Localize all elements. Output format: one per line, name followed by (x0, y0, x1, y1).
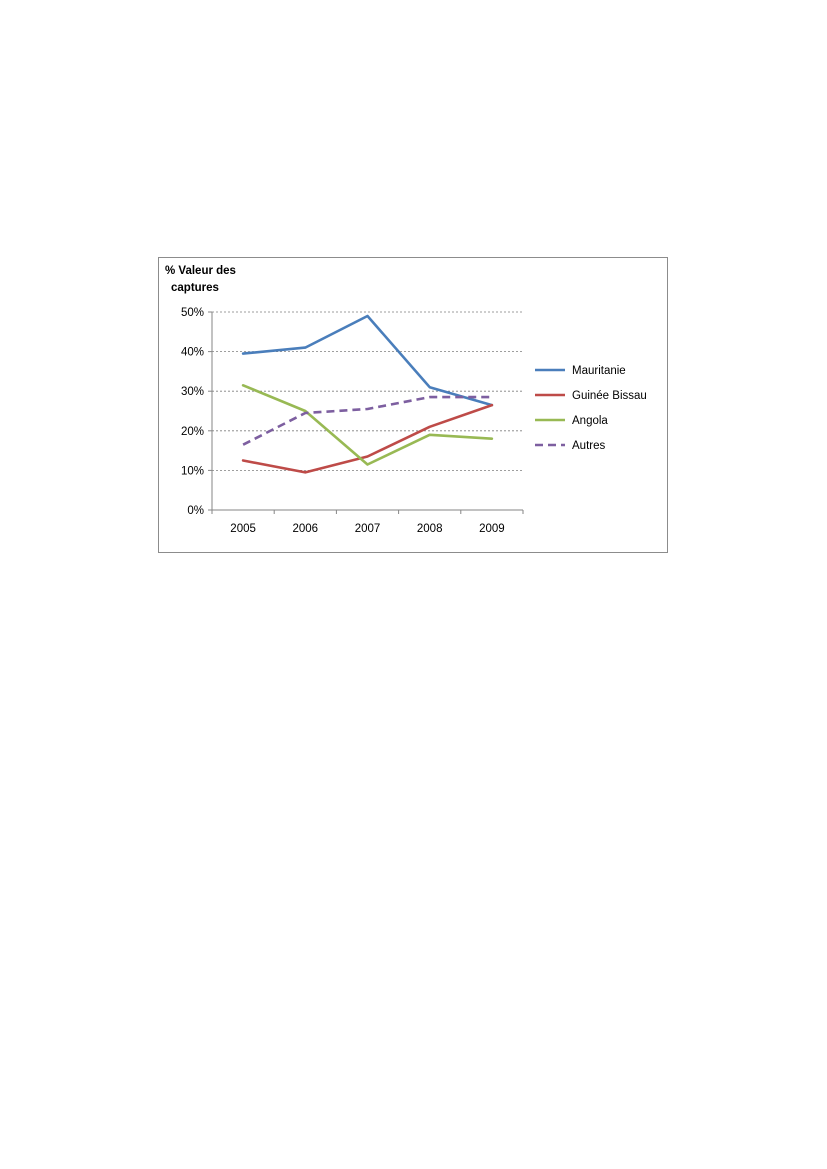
y-tick-label: 40% (180, 346, 204, 359)
y-tick-label: 30% (180, 386, 204, 399)
y-tick-label: 20% (180, 425, 204, 438)
y-tick-label: 0% (187, 505, 204, 517)
legend-label: Angola (572, 415, 608, 427)
tick-labels (181, 307, 505, 535)
x-tick-label: 2009 (479, 523, 505, 535)
series-line-guin-e-bissau (243, 405, 492, 472)
legend-label: Mauritanie (572, 365, 626, 377)
series-line-mauritanie (243, 316, 492, 405)
x-tick-label: 2005 (230, 523, 256, 535)
axes (208, 312, 523, 514)
y-tick-label: 10% (180, 465, 204, 478)
legend-label: Autres (572, 440, 606, 452)
series-lines (243, 316, 492, 472)
legend (535, 365, 647, 452)
line-chart (159, 258, 669, 554)
y-axis-title-line-2: captures (171, 282, 219, 294)
x-tick-label: 2007 (354, 523, 381, 535)
chart-frame (158, 257, 668, 553)
y-tick-label: 50% (180, 307, 204, 319)
y-axis-title-line-1: % Valeur des (165, 265, 236, 277)
legend-label: Guinée Bissau (572, 390, 647, 402)
x-tick-label: 2008 (416, 523, 443, 535)
x-tick-label: 2006 (292, 523, 319, 535)
